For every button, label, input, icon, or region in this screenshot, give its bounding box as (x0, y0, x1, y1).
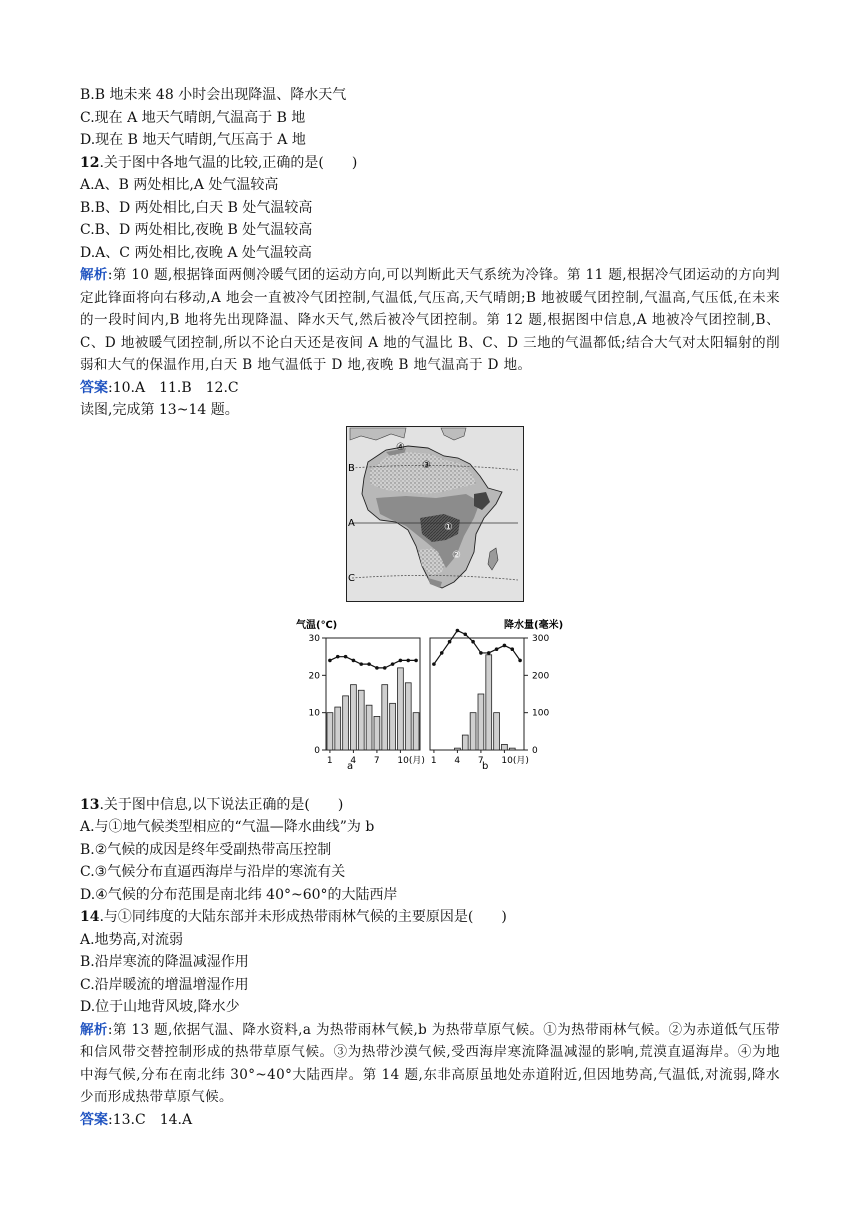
option-13c: C.③气候分布直逼西海岸与沿岸的寒流有关 (80, 864, 346, 880)
option-11b: B.B 地未来 48 小时会出现降温、降水天气 (80, 87, 347, 103)
x-tick-label: 7 (477, 755, 484, 766)
temperature-point (383, 666, 387, 670)
climate-charts-svg (290, 614, 590, 774)
africa-climate-map (346, 426, 524, 602)
lat-label-b: B (348, 462, 355, 474)
question-number: 14 (80, 909, 100, 925)
temperature-point (375, 666, 379, 670)
analysis-10-12 (80, 264, 780, 377)
temperature-point (406, 658, 410, 662)
lat-label-c: C (348, 572, 355, 584)
y-tick-label-precip: 0 (532, 745, 538, 756)
temperature-line (330, 656, 416, 667)
precip-bar (398, 667, 404, 749)
precip-bar (462, 735, 468, 750)
precip-bar (455, 748, 461, 750)
question-number: 13 (80, 796, 100, 813)
option-11d: D.现在 B 地天气晴朗,气压高于 A 地 (80, 132, 306, 148)
temperature-point (328, 658, 332, 662)
precip-bar (351, 684, 357, 749)
temperature-point (414, 658, 418, 662)
y-tick-label-precip: 100 (532, 708, 550, 719)
precip-bar (390, 703, 396, 750)
temperature-point (440, 651, 444, 655)
temperature-point (518, 658, 522, 662)
precip-bar (374, 716, 380, 750)
analysis-text: :第 13 题,依据气温、降水资料,a 为热带雨林气候,b 为热带草原气候。①为热带雨林气候。②为赤道低气压带和信风带交替控制形成的热带草原气候。③为热带沙漠气候,受西海岸寒流降温减湿的影响,荒漠直逼海岸。④为地中海气候,分布在南北纬 30°~40°大陆西岸。第 14 题,东非高原虽地处赤道附近,但因地势高,气温低,对流弱,降水少而形成热带草原气候。 (80, 1021, 780, 1105)
precip-bar (358, 690, 364, 750)
answer-text: :10.A 11.B 12.C (108, 379, 239, 396)
temp-axis-title: 气温(℃) (296, 619, 338, 631)
precip-bar (486, 654, 492, 749)
precip-bar (405, 682, 411, 749)
x-tick-label: 7 (373, 755, 380, 766)
region-label-3: ③ (422, 459, 431, 471)
temperature-point (352, 658, 356, 662)
region-label-2: ② (452, 549, 461, 561)
y-tick-label-temp: 10 (308, 708, 320, 719)
x-tick-label: 1 (326, 755, 333, 766)
precip-bar (502, 744, 508, 750)
temperature-point (336, 654, 340, 658)
option-13d: D.④气候的分布范围是南北纬 40°~60°的大陆西岸 (80, 886, 398, 903)
analysis-label: 解析 (80, 267, 108, 283)
region-label-1: ① (444, 521, 453, 533)
option-12b: B.B、D 两处相比,白天 B 处气温较高 (80, 199, 313, 216)
region-label-4: ④ (396, 441, 405, 453)
question-14 (80, 906, 780, 929)
temperature-point (503, 643, 507, 647)
x-tick-label: 4 (350, 755, 357, 766)
question-13 (80, 794, 780, 817)
lat-label-a: A (348, 517, 355, 529)
option-13a: A.与①地气候类型相应的“气温—降水曲线”为 b (80, 819, 375, 835)
temperature-point (495, 647, 499, 651)
chart-b-label: b (482, 760, 489, 772)
chart-frame (430, 638, 524, 750)
temperature-point (471, 639, 475, 643)
precip-bar (494, 712, 500, 749)
temperature-line (434, 630, 520, 664)
precip-axis-title: 降水量(毫米) (504, 619, 564, 631)
figure (80, 426, 780, 786)
option-12d: D.A、C 两处相比,夜晚 A 处气温较高 (80, 244, 312, 261)
analysis-text: :第 10 题,根据锋面两侧冷暖气团的运动方向,可以判断此天气系统为冷锋。第 11 题,根据冷气团运动的方向判定此锋面将向右移动,A 地会一直被冷气团控制,气温低,气压高,天气晴朗;B 地被暖气团控制,气温高,气压低,在未来的一段时间内,B 地将先出现降温、降水天气,然后被冷气团控制。第 12 题,根据图中信息,A 地被冷气团控制,B、C、D 地被暖气团控制,所以不论白天还是夜间 A 地的气温比 B、C、D 三地的气温都低;结合大气对太阳辐射的削弱和大气的保温作用,白天 B 地气温低于 D 地,夜晚 B 地气温高于 D 地。 (80, 267, 780, 373)
precip-bar (470, 712, 476, 749)
precip-bar (327, 712, 333, 749)
y-tick-label-temp: 20 (308, 670, 320, 681)
option-13b: B.②气候的成因是终年受副热带高压控制 (80, 841, 332, 858)
precip-bar (382, 684, 388, 749)
temperature-point (487, 651, 491, 655)
x-tick-label: 10(月) (501, 755, 529, 766)
precip-bar (343, 695, 349, 749)
answer-label: 答案 (80, 379, 108, 396)
option-12a: A.A、B 两处相比,A 处气温较高 (80, 177, 279, 193)
option-14d: D.位于山地背风坡,降水少 (80, 999, 240, 1015)
analysis-label: 解析 (80, 1021, 108, 1038)
option-14a: A.地势高,对流弱 (80, 931, 184, 948)
option-14b: B.沿岸寒流的降温减湿作用 (80, 954, 249, 970)
option-11c: C.现在 A 地天气晴朗,气温高于 B 地 (80, 109, 306, 126)
temperature-point (448, 639, 452, 643)
climate-charts (290, 614, 590, 774)
temperature-point (432, 662, 436, 666)
precip-bar (335, 707, 341, 750)
answer-text: :13.C 14.A (108, 1111, 193, 1128)
temperature-point (344, 654, 348, 658)
option-14c: C.沿岸暖流的增温增湿作用 (80, 976, 249, 993)
y-tick-label-temp: 30 (308, 633, 320, 644)
analysis-13-14 (80, 1019, 780, 1109)
temperature-point (399, 658, 403, 662)
read-prompt: 读图,完成第 13~14 题。 (80, 402, 239, 418)
option-12c: C.B、D 两处相比,夜晚 B 处气温较高 (80, 222, 313, 238)
precip-bar (413, 712, 419, 749)
x-tick-label: 4 (454, 755, 461, 766)
y-tick-label-precip: 200 (532, 670, 550, 681)
precip-bar (366, 705, 372, 750)
temperature-point (367, 662, 371, 666)
y-tick-label-temp: 0 (314, 745, 320, 756)
answer-10-12 (80, 377, 780, 400)
question-stem: .与①同纬度的大陆东部并未形成热带雨林气候的主要原因是( ) (99, 909, 507, 925)
chart-a-label: a (347, 760, 354, 772)
precip-bar (509, 748, 515, 750)
temperature-point (463, 632, 467, 636)
x-tick-label: 10(月) (397, 755, 425, 766)
temperature-point (456, 628, 460, 632)
temperature-point (359, 662, 363, 666)
question-number: 12 (80, 154, 100, 171)
answer-13-14 (80, 1109, 780, 1132)
question-stem: .关于图中各地气温的比较,正确的是( ) (99, 154, 358, 171)
question-12 (80, 152, 780, 175)
temperature-point (479, 651, 483, 655)
page-content (80, 84, 780, 1131)
temperature-point (391, 662, 395, 666)
answer-label: 答案 (80, 1111, 108, 1128)
precip-bar (478, 694, 484, 750)
y-tick-label-precip: 300 (532, 633, 550, 644)
temperature-point (510, 647, 514, 651)
x-tick-label: 1 (430, 755, 437, 766)
question-stem: .关于图中信息,以下说法正确的是( ) (99, 796, 344, 813)
